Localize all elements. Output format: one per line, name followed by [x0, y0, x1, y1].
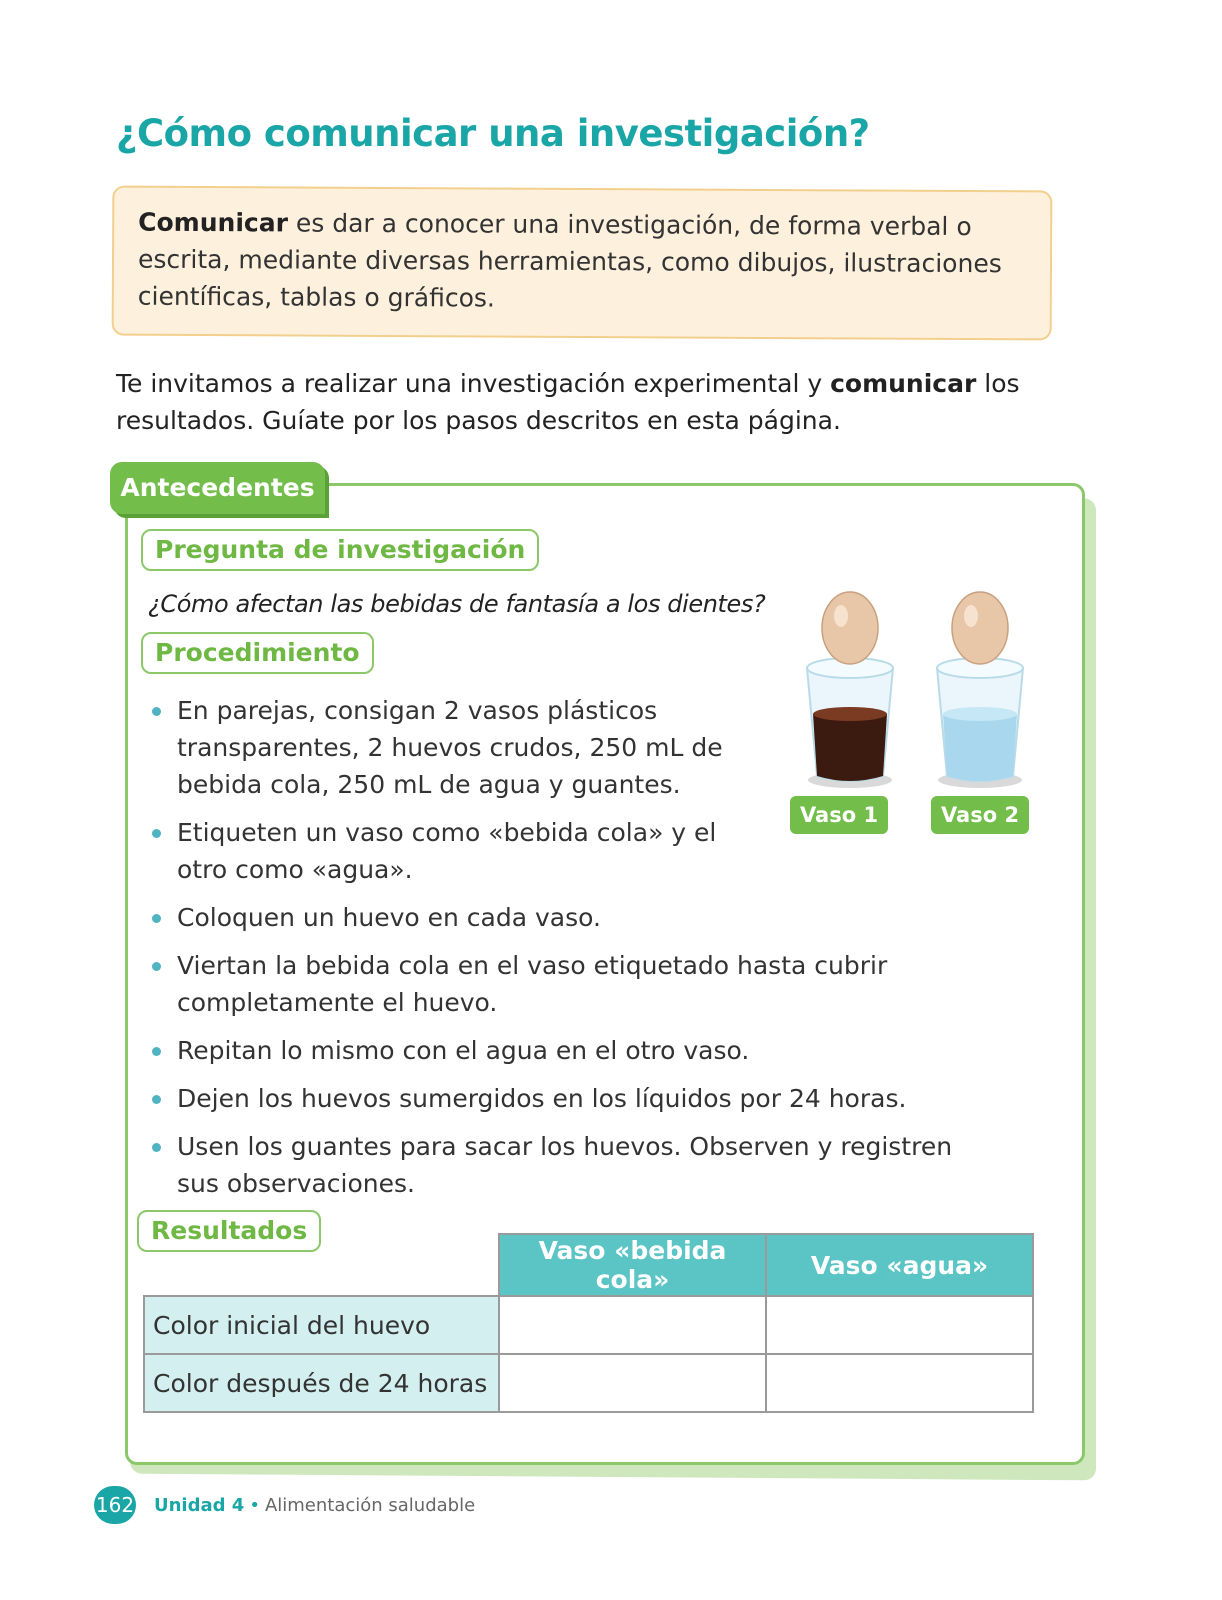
cups-illustration [795, 590, 1045, 790]
result-cell[interactable] [499, 1296, 766, 1354]
result-cell[interactable] [766, 1296, 1033, 1354]
question-label: Pregunta de investigación [141, 529, 539, 571]
cup-2-icon [937, 592, 1023, 788]
definition-term: Comunicar [138, 207, 289, 238]
procedure-step: En parejas, consigan 2 vasos plásticos transparentes, 2 huevos crudos, 250 mL de bebida cola, 250 mL de agua y guantes. [150, 692, 737, 803]
procedure-step: Etiqueten un vaso como «bebida cola» y el otro como «agua». [150, 814, 737, 888]
footer-subject: Alimentación saludable [264, 1494, 476, 1516]
intro-part1: Te invitamos a realizar una investigación experimental y [116, 369, 831, 398]
procedure-step: Repitan lo mismo con el agua en el otro vaso. [150, 1032, 1017, 1069]
cup-1-icon [807, 592, 893, 788]
definition-body: es dar a conocer una investigación, de forma verbal o escrita, mediante diversas herramientas, como dibujos, ilustraciones científicas, tablas o gráficos. [137, 208, 1002, 313]
table-row [144, 1296, 1033, 1354]
cup-2-label: Vaso 2 [931, 796, 1029, 834]
column-header: Vaso «agua» [766, 1234, 1033, 1296]
intro-part2: los resultados. Guíate por los pasos descritos en esta página. [116, 369, 1020, 435]
page-title: ¿Cómo comunicar una investigación? [116, 112, 870, 155]
results-label: Resultados [137, 1210, 321, 1252]
result-cell[interactable] [499, 1354, 766, 1412]
antecedentes-tab: Antecedentes [110, 462, 325, 514]
intro-bold: comunicar [830, 369, 977, 398]
bullet-icon [152, 1047, 161, 1056]
intro-paragraph [116, 365, 1056, 439]
bullet-icon [152, 914, 161, 923]
row-label: Color inicial del huevo [144, 1296, 499, 1354]
table-header-row [144, 1234, 1033, 1296]
procedure-step: Usen los guantes para sacar los huevos. Observen y registren sus observaciones. [150, 1128, 997, 1202]
results-table [143, 1233, 1034, 1413]
bullet-icon [152, 1095, 161, 1104]
cup-1-label: Vaso 1 [790, 796, 888, 834]
row-label: Color después de 24 horas [144, 1354, 499, 1412]
footer-separator: • [249, 1494, 260, 1516]
bullet-icon [152, 829, 161, 838]
table-corner [144, 1234, 499, 1296]
page-footer [94, 1486, 475, 1524]
procedure-step: Dejen los huevos sumergidos en los líquidos por 24 horas. [150, 1080, 1017, 1117]
footer-unit: Unidad 4 [154, 1494, 245, 1516]
research-question: ¿Cómo afectan las bebidas de fantasía a los dientes? [148, 590, 766, 618]
result-cell[interactable] [766, 1354, 1033, 1412]
definition-box [112, 186, 1053, 341]
bullet-icon [152, 1143, 161, 1152]
page-number: 162 [94, 1486, 136, 1524]
bullet-icon [152, 707, 161, 716]
definition-text [138, 204, 1029, 320]
bullet-icon [152, 962, 161, 971]
procedure-step: Coloquen un huevo en cada vaso. [150, 899, 1017, 936]
procedure-label: Procedimiento [141, 632, 374, 674]
procedure-step: Viertan la bebida cola en el vaso etiquetado hasta cubrir completamente el huevo. [150, 947, 937, 1021]
table-row [144, 1354, 1033, 1412]
column-header: Vaso «bebida cola» [499, 1234, 766, 1296]
